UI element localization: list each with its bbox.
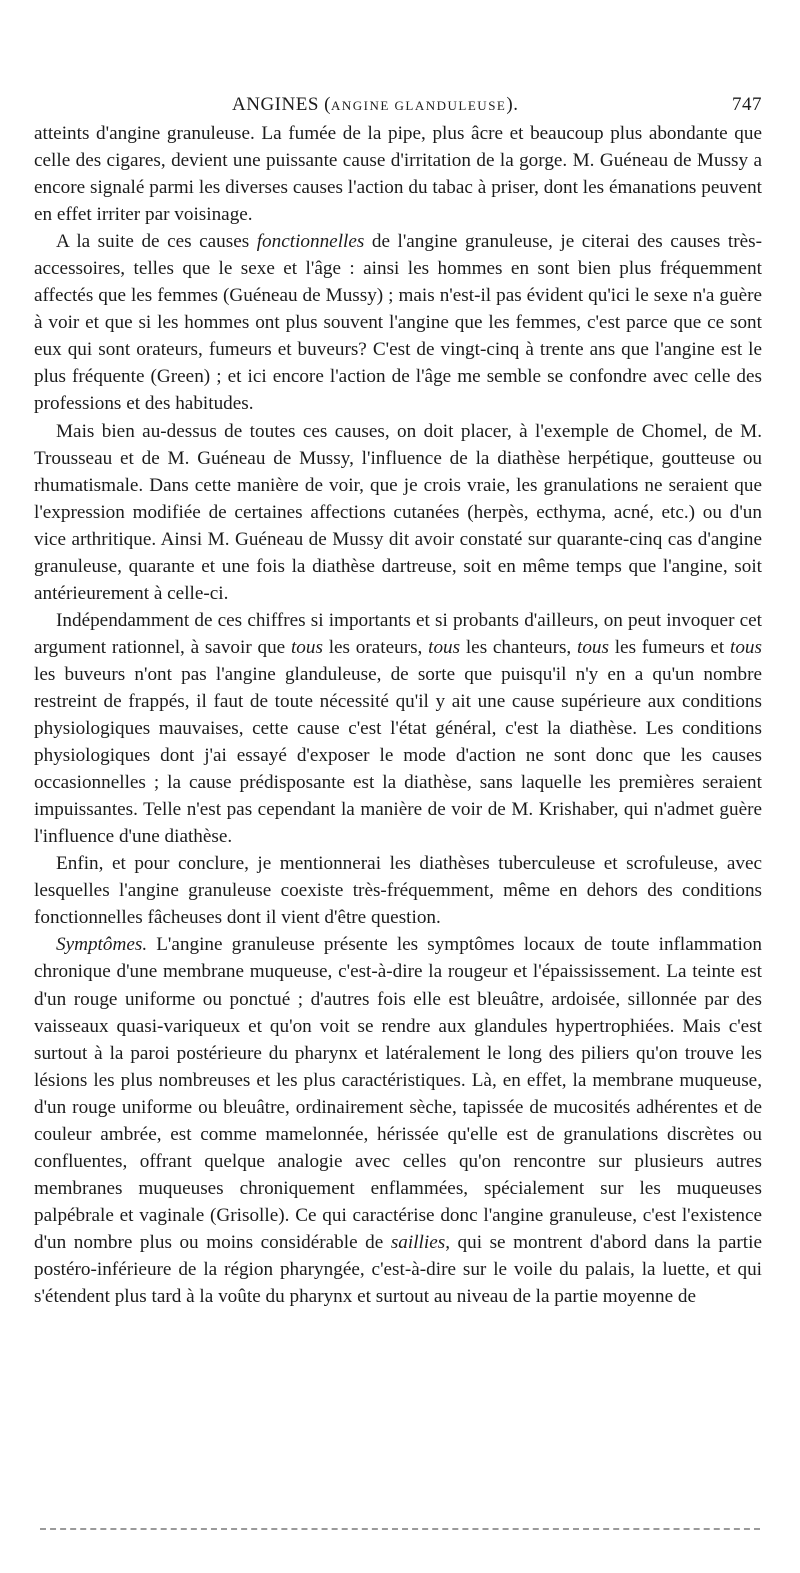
text-segment: Mais bien au-dessus de toutes ces causes, on doit placer, à l'exemple de Chomel, de M. Trousseau et de M. Guéneau de Mussy, l'influence de la diathèse herpétique, goutteuse ou rhumatismale. Dans cette manière de voir, que je crois vraie, les granulations ne seraient que l'expression modifiée de certaines affections cutanées (herpès, ecthyma, acné, etc.) ou d'un vice arthritique. Ainsi M. Guéneau de Mussy dit avoir constaté sur quarante-cinq cas d'angine granuleuse, quarante et une fois la diathèse dartreuse, soit en même temps que l'angine, soit antérieurement à celle-ci. (34, 420, 762, 604)
page-number: 747 (732, 94, 762, 115)
paragraph (34, 850, 762, 931)
italic-segment: fonctionnelles (256, 231, 365, 253)
italic-segment: Symptômes. (56, 934, 148, 956)
italic-segment: saillies (390, 1231, 446, 1253)
running-title-main: ANGINES ( (232, 94, 331, 115)
running-head (34, 94, 762, 120)
italic-segment: tous (576, 636, 609, 658)
text-segment: Indépendamment de ces chiffres si importants et si probants d'ailleurs, on peut invoquer cet argument rationnel, à savoir que (34, 609, 762, 658)
text-segment: , qui se montrent d'abord dans la partie postéro-inférieure de la région pharyngée, c'est-à-dire sur le voile du palais, la luette, et qui s'étendent plus tard à la voûte du pharynx et surtout au niveau de la partie moyenne de (34, 1231, 762, 1308)
body-text (34, 120, 762, 1310)
text-segment: les fumeurs et (608, 636, 730, 658)
italic-segment: tous (290, 636, 323, 658)
text-segment: les orateurs, (322, 636, 429, 658)
book-page (34, 94, 762, 1310)
text-segment: les chanteurs, (460, 636, 577, 658)
paragraph (34, 120, 762, 228)
running-title (232, 94, 518, 116)
text-segment: A la suite de ces causes (56, 231, 257, 253)
text-segment: atteints d'angine granuleuse. La fumée de la pipe, plus âcre et beaucoup plus abondante que celle des cigares, devient une puissante cause d'irritation de la gorge. M. Guéneau de Mussy a encore signalé parmi les diverses causes l'action du tabac à priser, dont les émanations peuvent en effet irriter par voisinage. (34, 123, 762, 226)
paragraph (34, 418, 762, 607)
bottom-dashed-rule (40, 1528, 760, 1530)
paragraph (34, 931, 762, 1310)
paragraph (34, 228, 762, 417)
italic-segment: tous (428, 636, 461, 658)
text-segment: les buveurs n'ont pas l'angine glanduleuse, de sorte que puisqu'il n'y en a qu'un nombre restreint de frappés, il faut de toute nécessité qu'il y ait une cause supérieure aux conditions physiologiques mauvaises, cette cause c'est l'état général, c'est la diathèse. Les conditions physiologiques dont j'ai essayé d'exposer le mode d'action ne sont donc que les causes occasionnelles ; la cause prédisposante est la diathèse, sans laquelle les premières seraient impuissantes. Telle n'est pas cependant la manière de voir de M. Krishaber, qui n'admet guère l'influence d'une diathèse. (34, 663, 762, 848)
text-segment: Enfin, et pour conclure, je mentionnerai les diathèses tuberculeuse et scrofuleuse, avec lesquelles l'angine granuleuse coexiste très-fréquemment, même en dehors des conditions fonctionnelles fâcheuses dont il vient d'être question. (34, 853, 762, 929)
text-segment: de l'angine granuleuse, je citerai des causes très-accessoires, telles que le sexe et l'âge : ainsi les hommes en sont bien plus fréquemment affectés que les femmes (Guéneau de Mussy) ; mais n'est-il pas évident qu'ici le sexe n'a guère à voir et que si les hommes ont plus souvent l'angine que les femmes, c'est parce que ce sont eux qui sont orateurs, fumeurs et buveurs? C'est de vingt-cinq à trente ans que l'angine est le plus fréquente (Green) ; et ici encore l'action de l'âge me semble se confondre avec celle des professions et des habitudes. (34, 231, 762, 415)
running-title-smallcaps: ANGINE GLANDULEUSE (330, 98, 507, 113)
running-title-end: ). (506, 94, 519, 115)
paragraph (34, 607, 762, 850)
italic-segment: tous (730, 636, 762, 658)
text-segment: L'angine granuleuse présente les symptômes locaux de toute inflammation chronique d'une membrane muqueuse, c'est-à-dire la rougeur et l'épaississement. La teinte est d'un rouge uniforme ou ponctué ; d'autres fois elle est bleuâtre, ardoisée, sillonnée par des vaisseaux quasi-variqueux et qu'on voit se rendre aux glandules hypertrophiées. Mais c'est surtout à la paroi postérieure du pharynx et latéralement le long des piliers qu'on trouve les lésions les plus nombreuses et les plus caractéristiques. Là, en effet, la membrane muqueuse, d'un rouge uniforme ou bleuâtre, ordinairement sèche, tapissée de mucosités adhérentes et de couleur ambrée, est comme mamelonnée, hérissée qu'elle est de granulations discrètes ou confluentes, offrant quelque analogie avec celles qu'on rencontre sur plusieurs autres membranes muqueuses chroniquement enflammées, spécialement sur les muqueuses palpébrale et vaginale (Grisolle). Ce qui caractérise donc l'angine granuleuse, c'est l'existence d'un nombre plus ou moins considérable de (34, 934, 762, 1253)
